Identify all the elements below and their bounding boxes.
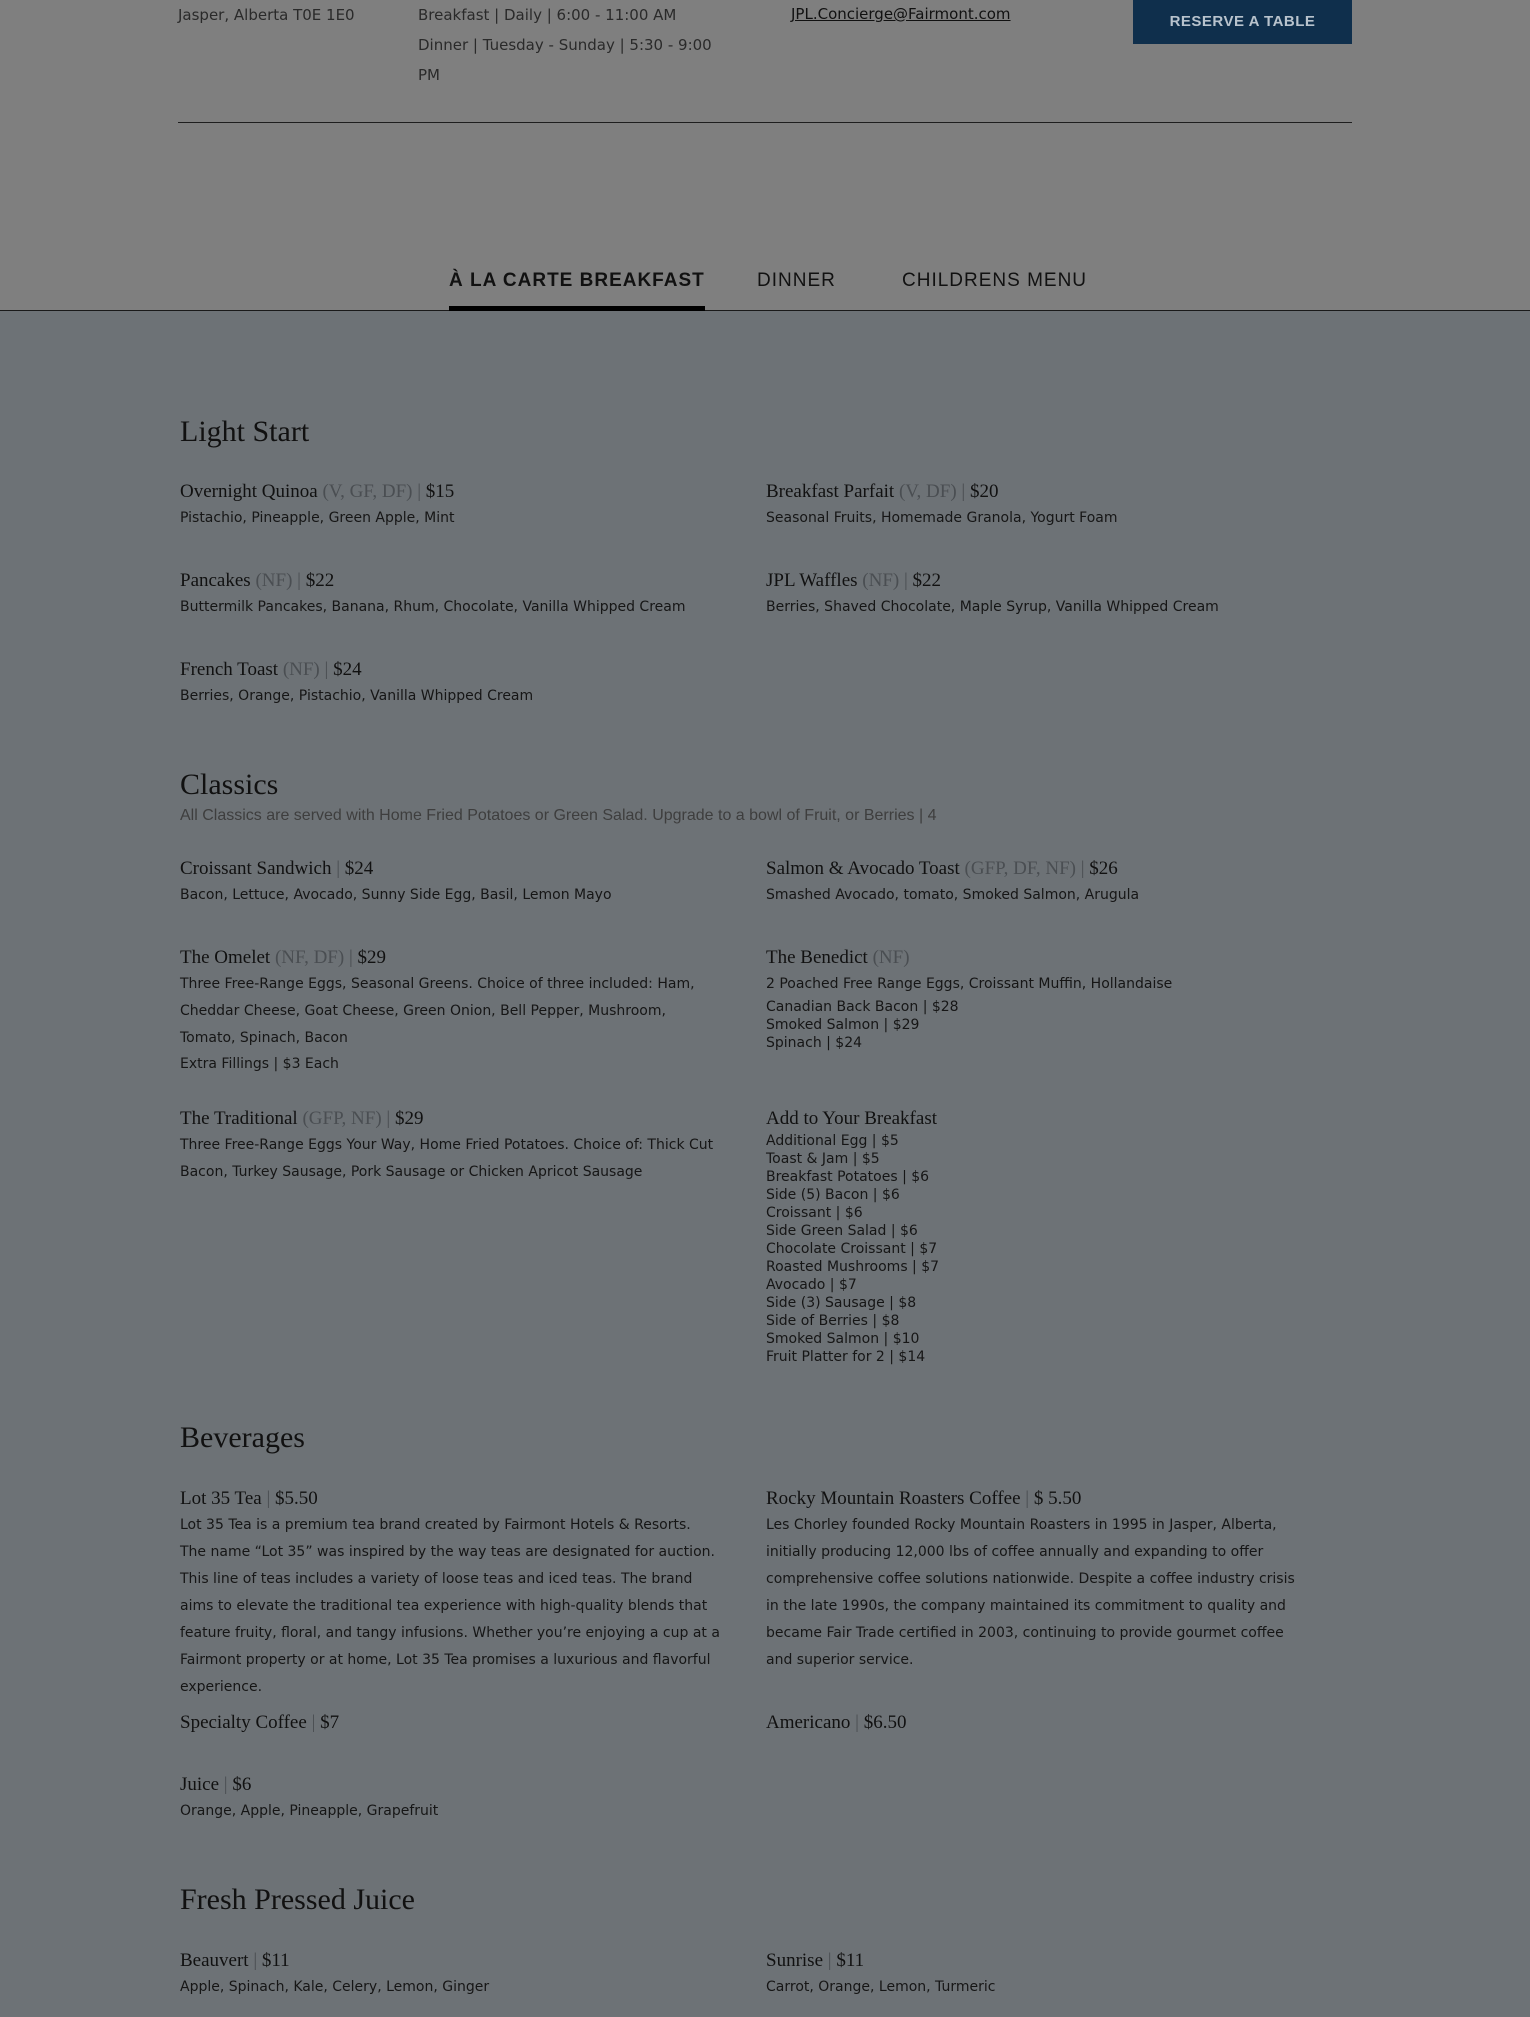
item-description: Pistachio, Pineapple, Green Apple, Mint <box>180 510 455 526</box>
concierge-email-link[interactable]: JPL.Concierge@Fairmont.com <box>791 5 1011 23</box>
item-name: Breakfast Parfait (V, DF) | $20 <box>766 481 999 502</box>
add-on-line: Fruit Platter for 2 | $14 <box>766 1349 926 1365</box>
item-description: Seasonal Fruits, Homemade Granola, Yogurt Foam <box>766 510 1118 526</box>
item-name: Croissant Sandwich | $24 <box>180 858 374 879</box>
add-on-line: Avocado | $7 <box>766 1277 857 1293</box>
item-name: Salmon & Avocado Toast (GFP, DF, NF) | $26 <box>766 858 1118 879</box>
menu-item <box>180 657 720 710</box>
item-name: The Traditional (GFP, NF) | $29 <box>180 1108 424 1129</box>
item-name: Pancakes (NF) | $22 <box>180 570 335 591</box>
menu-item <box>766 945 1306 1052</box>
add-on-line: Smoked Salmon | $10 <box>766 1331 920 1347</box>
item-extra: Extra Fillings | $3 Each <box>180 1056 339 1072</box>
add-on-line: Side (3) Sausage | $8 <box>766 1295 917 1311</box>
item-description: Three Free-Range Eggs, Seasonal Greens. Choice of three included: Ham, Cheddar Cheese, Goat Cheese, Green Onion, Bell Pepper, Mushroom, Tomato, Spinach, Bacon <box>180 976 695 1046</box>
menu-item <box>180 856 720 909</box>
section-title-fresh-pressed-juice: Fresh Pressed Juice <box>180 1883 415 1916</box>
menu-item <box>180 1710 720 1736</box>
menu-item <box>766 1106 1306 1366</box>
item-name: The Omelet (NF, DF) | $29 <box>180 947 386 968</box>
tab-a-la-carte-breakfast[interactable]: À LA CARTE BREAKFAST <box>449 262 705 311</box>
add-on-line: Roasted Mushrooms | $7 <box>766 1259 940 1275</box>
item-description: Orange, Apple, Pineapple, Grapefruit <box>180 1803 439 1819</box>
opening-hours <box>418 0 728 90</box>
tab-childrens-menu[interactable]: CHILDRENS MENU <box>902 270 1088 291</box>
add-on-line: Breakfast Potatoes | $6 <box>766 1169 930 1185</box>
option-line: Canadian Back Bacon | $28 <box>766 999 959 1015</box>
section-title-beverages: Beverages <box>180 1421 305 1454</box>
menu-item <box>766 1710 1306 1736</box>
item-name: Americano | $6.50 <box>766 1712 907 1733</box>
item-name: The Benedict (NF) <box>766 947 910 968</box>
menu-item <box>180 1772 720 1825</box>
menu-item <box>766 1486 1306 1674</box>
menu-item <box>766 856 1306 909</box>
add-on-line: Additional Egg | $5 <box>766 1133 899 1149</box>
item-name: Juice | $6 <box>180 1774 252 1795</box>
menu-item <box>180 1948 720 2001</box>
dinner-hours: Dinner | Tuesday - Sunday | 5:30 - 9:00 PM <box>418 36 712 84</box>
item-description: Buttermilk Pancakes, Banana, Rhum, Chocolate, Vanilla Whipped Cream <box>180 599 686 615</box>
item-description: Berries, Orange, Pistachio, Vanilla Whipped Cream <box>180 688 534 704</box>
item-description: Lot 35 Tea is a premium tea brand created by Fairmont Hotels & Resorts. The name “Lot 35” was inspired by the way teas are designated for auction. This line of teas includes a variety of loose teas and iced teas. The brand aims to elevate the traditional tea experience with high-quality blends that feature fruity, floral, and tangy infusions. Whether you’re enjoying a cup at a Fairmont property or at home, Lot 35 Tea promises a luxurious and flavorful experience. <box>180 1517 720 1695</box>
add-on-line: Side Green Salad | $6 <box>766 1223 918 1239</box>
item-name: French Toast (NF) | $24 <box>180 659 362 680</box>
menu-item <box>766 479 1306 532</box>
breakfast-hours: Breakfast | Daily | 6:00 - 11:00 AM <box>418 6 677 24</box>
item-description: Carrot, Orange, Lemon, Turmeric <box>766 1979 996 1995</box>
restaurant-info <box>0 0 1530 124</box>
item-name: Specialty Coffee | $7 <box>180 1712 340 1733</box>
add-on-line: Toast & Jam | $5 <box>766 1151 880 1167</box>
add-on-list <box>766 1132 1306 1366</box>
menu-item <box>180 945 720 1076</box>
item-description: Berries, Shaved Chocolate, Maple Syrup, Vanilla Whipped Cream <box>766 599 1219 615</box>
address: Jasper, Alberta T0E 1E0 <box>178 6 355 24</box>
item-name: Add to Your Breakfast <box>766 1108 937 1129</box>
item-name: JPL Waffles (NF) | $22 <box>766 570 942 591</box>
menu-item <box>180 1106 720 1186</box>
item-name: Beauvert | $11 <box>180 1950 290 1971</box>
menu-item <box>766 1948 1306 2001</box>
reserve-table-button[interactable]: RESERVE A TABLE <box>1133 0 1352 44</box>
menu-item <box>180 479 720 532</box>
item-description: Bacon, Lettuce, Avocado, Sunny Side Egg, Basil, Lemon Mayo <box>180 887 612 903</box>
item-description: Three Free-Range Eggs Your Way, Home Fried Potatoes. Choice of: Thick Cut Bacon, Turkey Sausage, Pork Sausage or Chicken Apricot Sausage <box>180 1137 714 1180</box>
item-name: Rocky Mountain Roasters Coffee | $ 5.50 <box>766 1488 1082 1509</box>
section-note: All Classics are served with Home Fried Potatoes or Green Salad. Upgrade to a bowl of Fruit, or Berries | 4 <box>180 807 937 824</box>
item-description: Les Chorley founded Rocky Mountain Roasters in 1995 in Jasper, Alberta, initially producing 12,000 lbs of coffee annually and expanding to offer comprehensive coffee solutions nationwide. Despite a coffee industry crisis in the late 1990s, the company maintained its commitment to quality and became Fair Trade certified in 2003, continuing to provide gourmet coffee and superior service. <box>766 1517 1295 1668</box>
tab-dinner[interactable]: DINNER <box>757 270 836 291</box>
section-title-classics: Classics <box>180 768 279 801</box>
divider <box>178 122 1352 123</box>
add-on-line: Side (5) Bacon | $6 <box>766 1187 900 1203</box>
item-options <box>766 998 1306 1052</box>
item-description: 2 Poached Free Range Eggs, Croissant Muffin, Hollandaise <box>766 976 1173 992</box>
add-on-line: Chocolate Croissant | $7 <box>766 1241 938 1257</box>
menu-item <box>180 1486 720 1701</box>
item-name: Overnight Quinoa (V, GF, DF) | $15 <box>180 481 455 502</box>
menu-item <box>180 568 720 621</box>
item-name: Lot 35 Tea | $5.50 <box>180 1488 318 1509</box>
option-line: Smoked Salmon | $29 <box>766 1017 920 1033</box>
item-description: Apple, Spinach, Kale, Celery, Lemon, Ginger <box>180 1979 490 1995</box>
item-description: Smashed Avocado, tomato, Smoked Salmon, Arugula <box>766 887 1140 903</box>
menu-tabs <box>0 262 1530 311</box>
add-on-line: Croissant | $6 <box>766 1205 863 1221</box>
menu-item <box>766 568 1306 621</box>
add-on-line: Side of Berries | $8 <box>766 1313 900 1329</box>
item-name: Sunrise | $11 <box>766 1950 865 1971</box>
option-line: Spinach | $24 <box>766 1035 863 1051</box>
section-title-light-start: Light Start <box>180 415 310 448</box>
